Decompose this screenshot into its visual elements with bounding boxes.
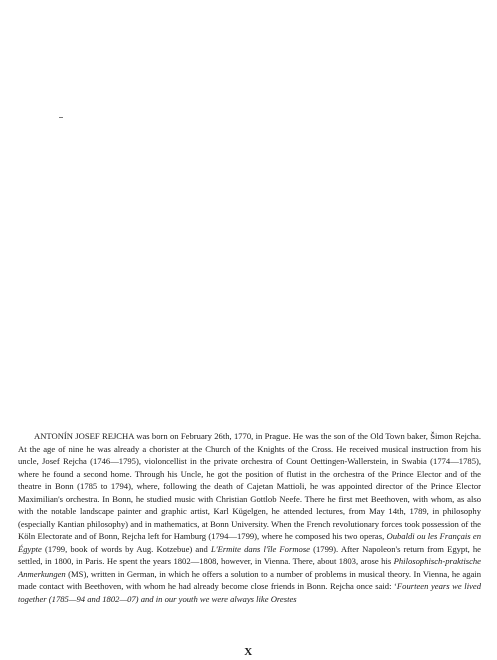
bio-text-4: (MS), written in German, in which he offers a solution to a number of problems in musical theory. In Vienna, he again made contact with Beethoven, with whom he had already become close friends in Bonn. Rejcha once said: ‘ [18, 568, 481, 591]
page-number: X [244, 646, 253, 658]
rejcha-quote: Fourteen years we lived together (1785—94 and 1802—07) and in our youth we were always like Orestes [18, 581, 482, 604]
treatise-title: Philosophisch-praktische Anmerkungen [18, 556, 481, 579]
scan-speck [59, 117, 63, 118]
bio-text-3: (1799). After Napoleon's return from Egypt, he settled, in 1800, in Paris. He spent the years 1802—1808, however, in Vienna. There, about 1803, arose his [18, 543, 481, 566]
opera-title-oubaldi: Oubaldi ou les Français en Égypte [18, 531, 482, 554]
bio-text-2: (1799, book of words by Aug. Kotzebue) and [41, 543, 211, 554]
opera-title-ermite: L'Ermite dans l'île Formose [210, 543, 310, 554]
biography-paragraph [18, 430, 481, 605]
bio-text-1: ANTONÍN JOSEF REJCHA was born on February 26th, 1770, in Prague. He was the son of the Old Town baker, Šimon Rejcha. At the age of nine he was already a chorister at the Church of the Knights of the Cross. He received musical instruction from his uncle, Josef Rejcha (1746—1795), violoncellist in the private orchestra of Count Oettingen-Wallerstein, in Swabia (1774—1785), where he found a second home. Through his Uncle, he got the position of flutist in the orchestra of the Prince Elector and of the theatre in Bonn (1785 to 1794), where, following the death of Cajetan Mattioli, he was appointed director of the Prince Elector Maximilian's orchestra. In Bonn, he studied music with Christian Gottlob Neefe. There he first met Beethoven, with whom, as also with the notable landscape painter and graphic artist, Karl Kügelgen, he attended lectures, from May 14th, 1789, in philosophy (especially Kantian philosophy) and in mathematics, at Bonn University. When the French revolutionary forces took possession of the Köln Electorate and of Bonn, Rejcha left for Hamburg (1794—1799), where he composed his two operas, [18, 431, 481, 541]
